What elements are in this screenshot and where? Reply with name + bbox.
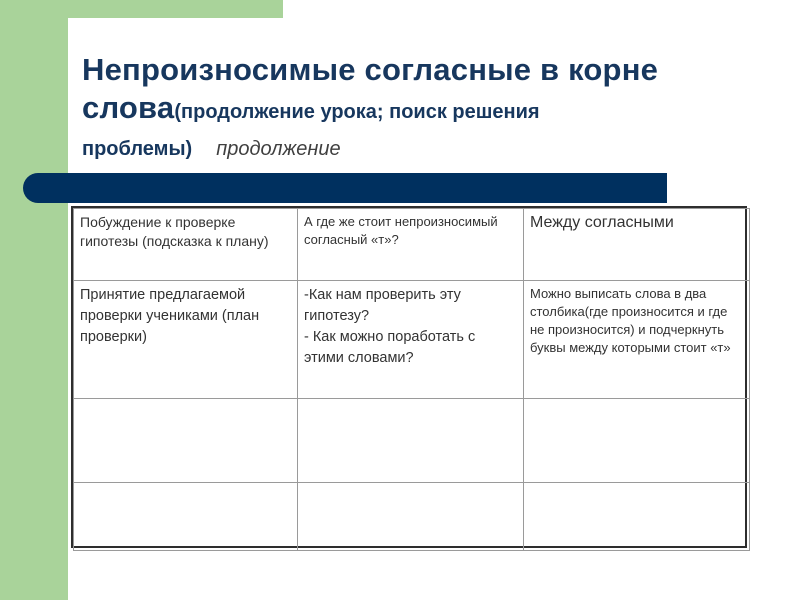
- table-cell: Между согласными: [524, 209, 750, 281]
- table-cell: А где же стоит непроизносимый согласный «т»?: [298, 209, 524, 281]
- table-row: [74, 209, 750, 281]
- lesson-table: [71, 206, 747, 548]
- title-subtitle-part2: проблемы): [82, 138, 193, 160]
- table-row: [74, 483, 750, 551]
- table-cell: [74, 399, 298, 483]
- table-cell: Можно выписать слова в два столбика(где произносится и где не произносится) и подчеркнуть буквы между которыми стоит «т»: [524, 281, 750, 399]
- cell-paragraph: -Как нам проверить эту гипотезу?: [304, 287, 461, 324]
- table-cell: [524, 483, 750, 551]
- table-cell: [298, 483, 524, 551]
- table-row: [74, 399, 750, 483]
- table-cell: [298, 399, 524, 483]
- title-continuation: продолжение: [216, 138, 341, 160]
- table-cell: Принятие предлагаемой проверки учениками (план проверки): [74, 281, 298, 399]
- title-word-slova: слова: [82, 90, 175, 125]
- title-subtitle-part1: (продолжение урока; поиск решения: [174, 101, 540, 123]
- slide-title: [82, 52, 782, 166]
- title-line-1: Непроизносимые согласные в корне: [82, 52, 659, 87]
- table-cell: Побуждение к проверке гипотезы (подсказка к плану): [74, 209, 298, 281]
- table-cell: [74, 483, 298, 551]
- table-row: [74, 281, 750, 399]
- table-cell: [524, 399, 750, 483]
- decorative-navy-bar: [23, 173, 667, 203]
- table-cell: [298, 281, 524, 399]
- cell-paragraph: - Как можно поработать с этими словами?: [304, 329, 476, 366]
